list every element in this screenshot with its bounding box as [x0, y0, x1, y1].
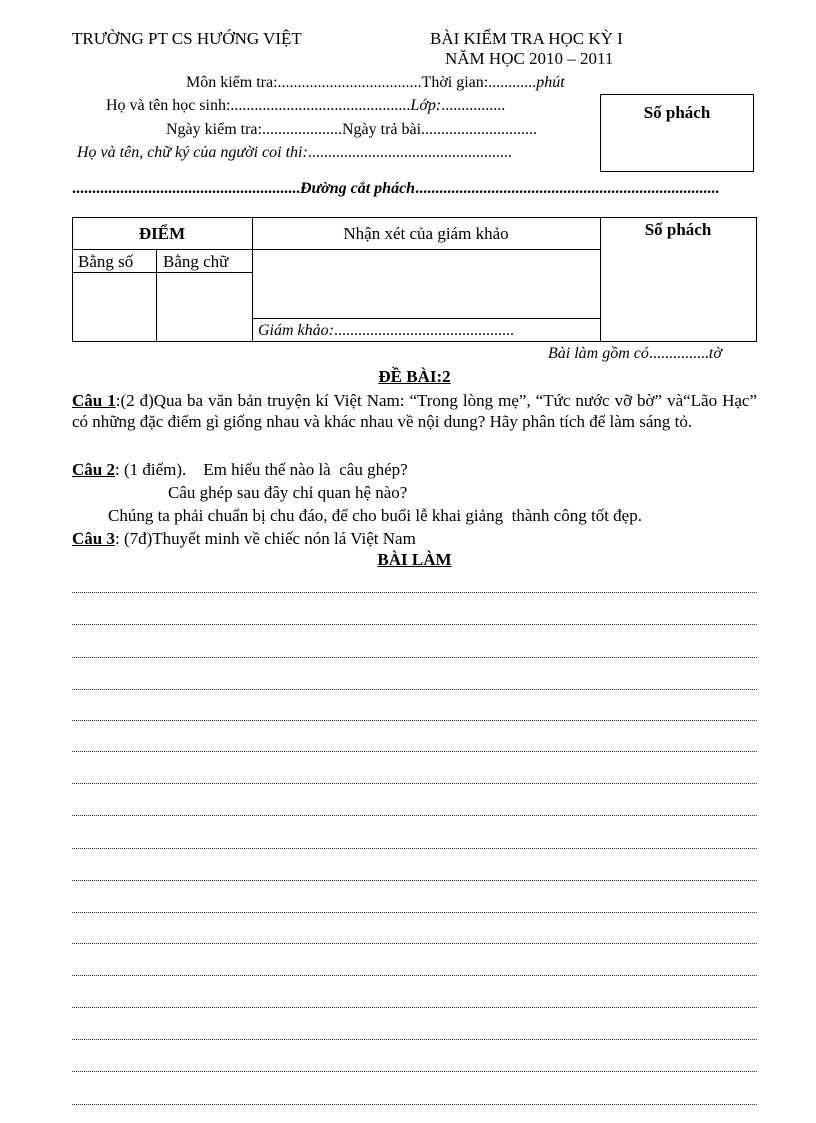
cut-line	[72, 180, 758, 198]
answer-line[interactable]	[72, 657, 757, 658]
exam-date-field[interactable]: ....................	[261, 121, 342, 138]
exam-title: BÀI KIỂM TRA HỌC KỲ I	[430, 29, 623, 48]
return-date-label: Ngày trả bài	[341, 121, 422, 138]
answer-line[interactable]	[72, 689, 757, 690]
answer-line[interactable]	[72, 624, 757, 625]
proctor-line	[77, 144, 512, 162]
answer-line[interactable]	[72, 1039, 757, 1040]
time-field[interactable]: ............	[488, 74, 537, 91]
answer-line[interactable]	[72, 1007, 757, 1008]
exam-date-label: Ngày kiểm tra:	[166, 121, 262, 138]
bang-chu-header: Bằng chữ	[163, 252, 229, 271]
subject-field[interactable]: ....................................	[277, 74, 422, 91]
school-name: TRƯỜNG PT CS HƯỚNG VIỆT	[72, 29, 302, 48]
answer-line[interactable]	[72, 880, 757, 881]
so-phach-box-top	[600, 94, 754, 172]
student-name-field[interactable]: .............................................	[230, 97, 411, 114]
pages-note-label: Bài làm gồm có	[548, 345, 649, 362]
answer-line[interactable]	[72, 1104, 757, 1105]
cut-line-label: Đường cắt phách	[300, 180, 416, 197]
proctor-field[interactable]: ...................................................	[307, 144, 512, 161]
question-1	[72, 390, 757, 432]
date-line	[166, 121, 537, 139]
cut-line-left-dots: .........................................................	[72, 180, 300, 197]
answer-title: BÀI LÀM	[377, 550, 452, 569]
bang-so-header: Bằng số	[78, 252, 134, 271]
school-year: NĂM HỌC 2010 – 2011	[445, 49, 614, 68]
question-3	[72, 529, 416, 549]
q3-label: Câu 3	[72, 529, 115, 548]
answer-line[interactable]	[72, 592, 757, 593]
giam-khao-line	[258, 322, 514, 340]
so-phach-label-top: Số phách	[643, 103, 711, 122]
q3-text: : (7đ)Thuyết minh về chiếc nón lá Việt Nam	[114, 529, 416, 548]
student-line	[106, 97, 505, 115]
diem-header: ĐIỂM	[138, 224, 186, 243]
nhan-xet-header: Nhận xét của giám khảo	[343, 224, 509, 243]
giam-khao-field[interactable]: .............................................	[333, 322, 514, 339]
proctor-label: Họ và tên, chữ ký của người coi thi:	[77, 144, 308, 161]
subject-label: Môn kiểm tra:	[186, 74, 278, 91]
answer-line[interactable]	[72, 848, 757, 849]
so-phach-header: Số phách	[644, 220, 712, 239]
return-date-field[interactable]: .............................	[421, 121, 538, 138]
subject-line	[186, 74, 565, 92]
pages-note	[548, 345, 722, 363]
student-label: Họ và tên học sinh:	[106, 97, 231, 114]
q2-subquestion: Câu ghép sau đây chỉ quan hệ nào?	[168, 483, 408, 502]
pages-note-field[interactable]: ...............	[648, 345, 709, 362]
q2-label: Câu 2	[72, 460, 115, 479]
time-label: Thời gian:	[421, 74, 489, 91]
answer-line[interactable]	[72, 975, 757, 976]
q1-text: :(2 đ)Qua ba văn bản truyện kí Việt Nam: “Trong lòng mẹ”, “Tức nước vỡ bờ” và“Lão Hạc” có những đặc điểm gì giống nhau và khác nhau về nội dung? Hãy phân tích để làm sáng tỏ.	[72, 391, 757, 431]
cut-line-right-dots: ............................................................................	[415, 180, 720, 197]
giam-khao-label: Giám khảo:	[258, 322, 334, 339]
exam-topic-title: ĐỀ BÀI:2	[378, 367, 451, 386]
answer-line[interactable]	[72, 720, 757, 721]
answer-line[interactable]	[72, 1071, 757, 1072]
answer-line[interactable]	[72, 751, 757, 752]
q2-sentence: Chúng ta phải chuẩn bị chu đáo, để cho buổi lễ khai giảng thành công tốt đẹp.	[108, 506, 642, 525]
answer-line[interactable]	[72, 943, 757, 944]
class-label: Lớp:	[410, 97, 442, 114]
answer-line[interactable]	[72, 783, 757, 784]
answer-line[interactable]	[72, 815, 757, 816]
q2-text: : (1 điểm). Em hiểu thế nào là câu ghép?	[114, 460, 408, 479]
answer-line[interactable]	[72, 912, 757, 913]
pages-note-unit: tờ	[708, 345, 722, 362]
time-unit: phút	[536, 74, 565, 91]
q1-label: Câu 1	[72, 391, 116, 410]
question-2	[72, 460, 408, 480]
class-field[interactable]: ................	[441, 97, 506, 114]
